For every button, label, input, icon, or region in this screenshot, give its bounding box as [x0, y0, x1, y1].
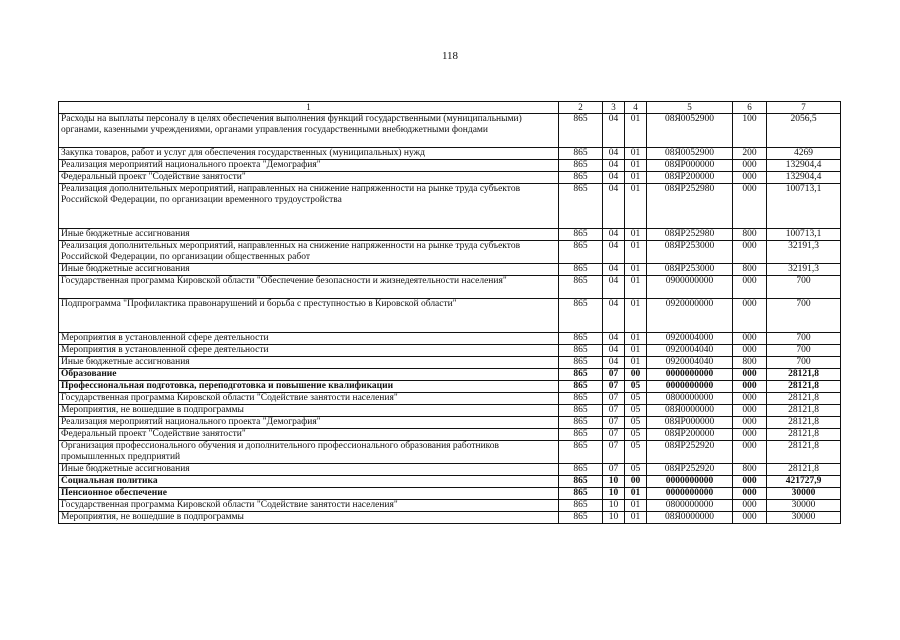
row-section-cell: 07 — [603, 381, 625, 393]
row-expense-type-cell: 000 — [733, 172, 767, 184]
row-target-article-cell: 08Я0000000 — [647, 512, 733, 524]
table-row — [59, 114, 841, 148]
column-header: 4 — [625, 102, 647, 114]
row-subsection-cell: 01 — [625, 276, 647, 299]
row-ved-cell: 865 — [559, 476, 603, 488]
table-row — [59, 264, 841, 276]
row-section-cell: 04 — [603, 172, 625, 184]
row-name-cell: Реализация дополнительных мероприятий, направленных на снижение напряженности на рынке труда субъектов Российской Федерации, по организации общественных работ — [59, 241, 559, 264]
table-row — [59, 464, 841, 476]
row-name-cell: Иные бюджетные ассигнования — [59, 264, 559, 276]
row-amount-cell: 132904,4 — [767, 172, 841, 184]
row-target-article-cell: 0000000000 — [647, 381, 733, 393]
row-target-article-cell: 08ЯР252920 — [647, 464, 733, 476]
row-target-article-cell: 08ЯР252980 — [647, 184, 733, 229]
table-row — [59, 172, 841, 184]
row-name-cell: Расходы на выплаты персоналу в целях обеспечения выполнения функций государственными (муниципальными) органами, казенными учреждениями, органами управления государственными внебюджетными фондами — [59, 114, 559, 148]
row-subsection-cell: 01 — [625, 512, 647, 524]
row-amount-cell: 132904,4 — [767, 160, 841, 172]
row-amount-cell: 32191,3 — [767, 264, 841, 276]
row-name-cell: Государственная программа Кировской области "Содействие занятости населения" — [59, 500, 559, 512]
row-target-article-cell: 0920004040 — [647, 345, 733, 357]
row-section-cell: 07 — [603, 417, 625, 429]
row-target-article-cell: 0000000000 — [647, 369, 733, 381]
row-amount-cell: 28121,8 — [767, 369, 841, 381]
table-row — [59, 276, 841, 299]
row-subsection-cell: 05 — [625, 405, 647, 417]
row-subsection-cell: 01 — [625, 148, 647, 160]
row-name-cell: Федеральный проект "Содействие занятости" — [59, 429, 559, 441]
row-name-cell: Социальная политика — [59, 476, 559, 488]
row-section-cell: 10 — [603, 512, 625, 524]
row-name-cell: Федеральный проект "Содействие занятости" — [59, 172, 559, 184]
row-target-article-cell: 0900000000 — [647, 276, 733, 299]
table-row — [59, 229, 841, 241]
row-subsection-cell: 05 — [625, 393, 647, 405]
row-ved-cell: 865 — [559, 381, 603, 393]
row-expense-type-cell: 100 — [733, 114, 767, 148]
table-row — [59, 333, 841, 345]
row-amount-cell: 421727,9 — [767, 476, 841, 488]
row-subsection-cell: 01 — [625, 345, 647, 357]
column-header: 6 — [733, 102, 767, 114]
row-subsection-cell: 05 — [625, 441, 647, 464]
row-subsection-cell: 01 — [625, 357, 647, 369]
row-ved-cell: 865 — [559, 276, 603, 299]
column-header: 7 — [767, 102, 841, 114]
row-ved-cell: 865 — [559, 345, 603, 357]
row-target-article-cell: 08ЯР200000 — [647, 172, 733, 184]
row-ved-cell: 865 — [559, 405, 603, 417]
row-section-cell: 10 — [603, 500, 625, 512]
row-expense-type-cell: 000 — [733, 405, 767, 417]
row-subsection-cell: 01 — [625, 184, 647, 229]
row-expense-type-cell: 200 — [733, 148, 767, 160]
row-target-article-cell: 08ЯР000000 — [647, 417, 733, 429]
row-ved-cell: 865 — [559, 299, 603, 333]
row-subsection-cell: 01 — [625, 160, 647, 172]
row-name-cell: Образование — [59, 369, 559, 381]
row-ved-cell: 865 — [559, 429, 603, 441]
row-target-article-cell: 08ЯР252980 — [647, 229, 733, 241]
row-target-article-cell: 08ЯР253000 — [647, 264, 733, 276]
row-amount-cell: 28121,8 — [767, 381, 841, 393]
row-expense-type-cell: 000 — [733, 345, 767, 357]
row-subsection-cell: 01 — [625, 229, 647, 241]
row-amount-cell: 700 — [767, 299, 841, 333]
row-name-cell: Мероприятия в установленной сфере деятельности — [59, 333, 559, 345]
row-expense-type-cell: 000 — [733, 512, 767, 524]
row-amount-cell: 30000 — [767, 500, 841, 512]
table-header-row — [59, 102, 841, 114]
row-section-cell: 04 — [603, 276, 625, 299]
row-name-cell: Иные бюджетные ассигнования — [59, 464, 559, 476]
row-target-article-cell: 0920004000 — [647, 333, 733, 345]
row-subsection-cell: 05 — [625, 381, 647, 393]
row-section-cell: 04 — [603, 148, 625, 160]
row-target-article-cell: 08ЯР252920 — [647, 441, 733, 464]
row-expense-type-cell: 000 — [733, 429, 767, 441]
row-expense-type-cell: 800 — [733, 464, 767, 476]
row-name-cell: Пенсионное обеспечение — [59, 488, 559, 500]
column-header: 2 — [559, 102, 603, 114]
row-name-cell: Иные бюджетные ассигнования — [59, 229, 559, 241]
row-ved-cell: 865 — [559, 160, 603, 172]
row-subsection-cell: 01 — [625, 172, 647, 184]
row-expense-type-cell: 000 — [733, 241, 767, 264]
row-expense-type-cell: 000 — [733, 488, 767, 500]
row-subsection-cell: 01 — [625, 114, 647, 148]
row-target-article-cell: 0000000000 — [647, 488, 733, 500]
row-section-cell: 07 — [603, 393, 625, 405]
row-amount-cell: 700 — [767, 333, 841, 345]
row-amount-cell: 100713,1 — [767, 184, 841, 229]
table-row — [59, 148, 841, 160]
table-row — [59, 345, 841, 357]
row-name-cell: Реализация мероприятий национального проекта "Демография" — [59, 417, 559, 429]
row-amount-cell: 28121,8 — [767, 441, 841, 464]
row-amount-cell: 32191,3 — [767, 241, 841, 264]
row-target-article-cell: 0800000000 — [647, 393, 733, 405]
row-subsection-cell: 01 — [625, 241, 647, 264]
row-ved-cell: 865 — [559, 333, 603, 345]
row-section-cell: 04 — [603, 345, 625, 357]
row-subsection-cell: 01 — [625, 333, 647, 345]
row-expense-type-cell: 000 — [733, 333, 767, 345]
row-section-cell: 07 — [603, 441, 625, 464]
row-ved-cell: 865 — [559, 417, 603, 429]
row-subsection-cell: 01 — [625, 488, 647, 500]
row-target-article-cell: 08ЯР000000 — [647, 160, 733, 172]
row-target-article-cell: 08ЯР200000 — [647, 429, 733, 441]
row-target-article-cell: 0800000000 — [647, 500, 733, 512]
row-name-cell: Мероприятия, не вошедшие в подпрограммы — [59, 405, 559, 417]
budget-table — [58, 101, 841, 524]
table-row — [59, 476, 841, 488]
table-row — [59, 369, 841, 381]
row-name-cell: Подпрограмма "Профилактика правонарушений и борьба с преступностью в Кировской области" — [59, 299, 559, 333]
row-subsection-cell: 05 — [625, 464, 647, 476]
row-ved-cell: 865 — [559, 241, 603, 264]
row-amount-cell: 4269 — [767, 148, 841, 160]
row-amount-cell: 700 — [767, 345, 841, 357]
row-section-cell: 04 — [603, 241, 625, 264]
row-expense-type-cell: 000 — [733, 369, 767, 381]
row-name-cell: Организация профессионального обучения и дополнительного профессионального образования работников промышленных предприятий — [59, 441, 559, 464]
row-ved-cell: 865 — [559, 229, 603, 241]
table-row — [59, 160, 841, 172]
row-target-article-cell: 08Я0052900 — [647, 114, 733, 148]
table-row — [59, 381, 841, 393]
table-row — [59, 184, 841, 229]
row-ved-cell: 865 — [559, 148, 603, 160]
row-subsection-cell: 00 — [625, 476, 647, 488]
row-target-article-cell: 08Я0052900 — [647, 148, 733, 160]
row-expense-type-cell: 000 — [733, 299, 767, 333]
table-row — [59, 429, 841, 441]
table-row — [59, 405, 841, 417]
table-body — [59, 114, 841, 524]
row-section-cell: 04 — [603, 357, 625, 369]
row-ved-cell: 865 — [559, 369, 603, 381]
table-row — [59, 393, 841, 405]
row-expense-type-cell: 000 — [733, 393, 767, 405]
row-target-article-cell: 0920000000 — [647, 299, 733, 333]
row-section-cell: 10 — [603, 476, 625, 488]
row-name-cell: Государственная программа Кировской области "Обеспечение безопасности и жизнедеятельности населения" — [59, 276, 559, 299]
row-subsection-cell: 05 — [625, 429, 647, 441]
row-section-cell: 07 — [603, 464, 625, 476]
row-subsection-cell: 01 — [625, 299, 647, 333]
row-target-article-cell: 08ЯР253000 — [647, 241, 733, 264]
row-ved-cell: 865 — [559, 464, 603, 476]
column-header: 1 — [59, 102, 559, 114]
table-row — [59, 441, 841, 464]
row-ved-cell: 865 — [559, 512, 603, 524]
row-expense-type-cell: 000 — [733, 417, 767, 429]
table-row — [59, 299, 841, 333]
row-section-cell: 07 — [603, 405, 625, 417]
row-amount-cell: 28121,8 — [767, 393, 841, 405]
row-amount-cell: 700 — [767, 357, 841, 369]
row-section-cell: 04 — [603, 264, 625, 276]
row-name-cell: Государственная программа Кировской области "Содействие занятости населения" — [59, 393, 559, 405]
column-header: 5 — [647, 102, 733, 114]
row-name-cell: Закупка товаров, работ и услуг для обеспечения государственных (муниципальных) нужд — [59, 148, 559, 160]
row-expense-type-cell: 800 — [733, 264, 767, 276]
row-expense-type-cell: 000 — [733, 476, 767, 488]
row-target-article-cell: 0920004040 — [647, 357, 733, 369]
table-row — [59, 417, 841, 429]
row-expense-type-cell: 800 — [733, 229, 767, 241]
row-ved-cell: 865 — [559, 441, 603, 464]
column-header: 3 — [603, 102, 625, 114]
row-expense-type-cell: 000 — [733, 276, 767, 299]
row-section-cell: 04 — [603, 229, 625, 241]
row-ved-cell: 865 — [559, 393, 603, 405]
row-ved-cell: 865 — [559, 357, 603, 369]
row-amount-cell: 28121,8 — [767, 464, 841, 476]
row-section-cell: 04 — [603, 184, 625, 229]
row-amount-cell: 700 — [767, 276, 841, 299]
row-name-cell: Реализация дополнительных мероприятий, направленных на снижение напряженности на рынке труда субъектов Российской Федерации, по организации временного трудоустройства — [59, 184, 559, 229]
row-name-cell: Мероприятия в установленной сфере деятельности — [59, 345, 559, 357]
row-expense-type-cell: 000 — [733, 381, 767, 393]
table-row — [59, 500, 841, 512]
row-ved-cell: 865 — [559, 488, 603, 500]
table-row — [59, 241, 841, 264]
table-row — [59, 512, 841, 524]
row-expense-type-cell: 800 — [733, 357, 767, 369]
row-subsection-cell: 01 — [625, 500, 647, 512]
row-section-cell: 04 — [603, 114, 625, 148]
row-target-article-cell: 0000000000 — [647, 476, 733, 488]
table-row — [59, 488, 841, 500]
row-target-article-cell: 08Я0000000 — [647, 405, 733, 417]
row-section-cell: 04 — [603, 160, 625, 172]
row-amount-cell: 28121,8 — [767, 429, 841, 441]
row-ved-cell: 865 — [559, 500, 603, 512]
row-subsection-cell: 00 — [625, 369, 647, 381]
row-ved-cell: 865 — [559, 172, 603, 184]
row-name-cell: Мероприятия, не вошедшие в подпрограммы — [59, 512, 559, 524]
row-section-cell: 04 — [603, 333, 625, 345]
row-section-cell: 07 — [603, 429, 625, 441]
row-amount-cell: 100713,1 — [767, 229, 841, 241]
row-expense-type-cell: 000 — [733, 500, 767, 512]
row-name-cell: Иные бюджетные ассигнования — [59, 357, 559, 369]
row-expense-type-cell: 000 — [733, 160, 767, 172]
row-subsection-cell: 05 — [625, 417, 647, 429]
table-row — [59, 357, 841, 369]
row-amount-cell: 30000 — [767, 488, 841, 500]
page-number: 118 — [441, 50, 459, 62]
row-name-cell: Профессиональная подготовка, переподготовка и повышение квалификации — [59, 381, 559, 393]
row-section-cell: 10 — [603, 488, 625, 500]
row-section-cell: 07 — [603, 369, 625, 381]
row-amount-cell: 28121,8 — [767, 417, 841, 429]
row-name-cell: Реализация мероприятий национального проекта "Демография" — [59, 160, 559, 172]
row-expense-type-cell: 000 — [733, 184, 767, 229]
row-amount-cell: 30000 — [767, 512, 841, 524]
row-ved-cell: 865 — [559, 184, 603, 229]
row-expense-type-cell: 000 — [733, 441, 767, 464]
row-amount-cell: 28121,8 — [767, 405, 841, 417]
row-ved-cell: 865 — [559, 264, 603, 276]
row-ved-cell: 865 — [559, 114, 603, 148]
row-subsection-cell: 01 — [625, 264, 647, 276]
row-amount-cell: 2056,5 — [767, 114, 841, 148]
row-section-cell: 04 — [603, 299, 625, 333]
